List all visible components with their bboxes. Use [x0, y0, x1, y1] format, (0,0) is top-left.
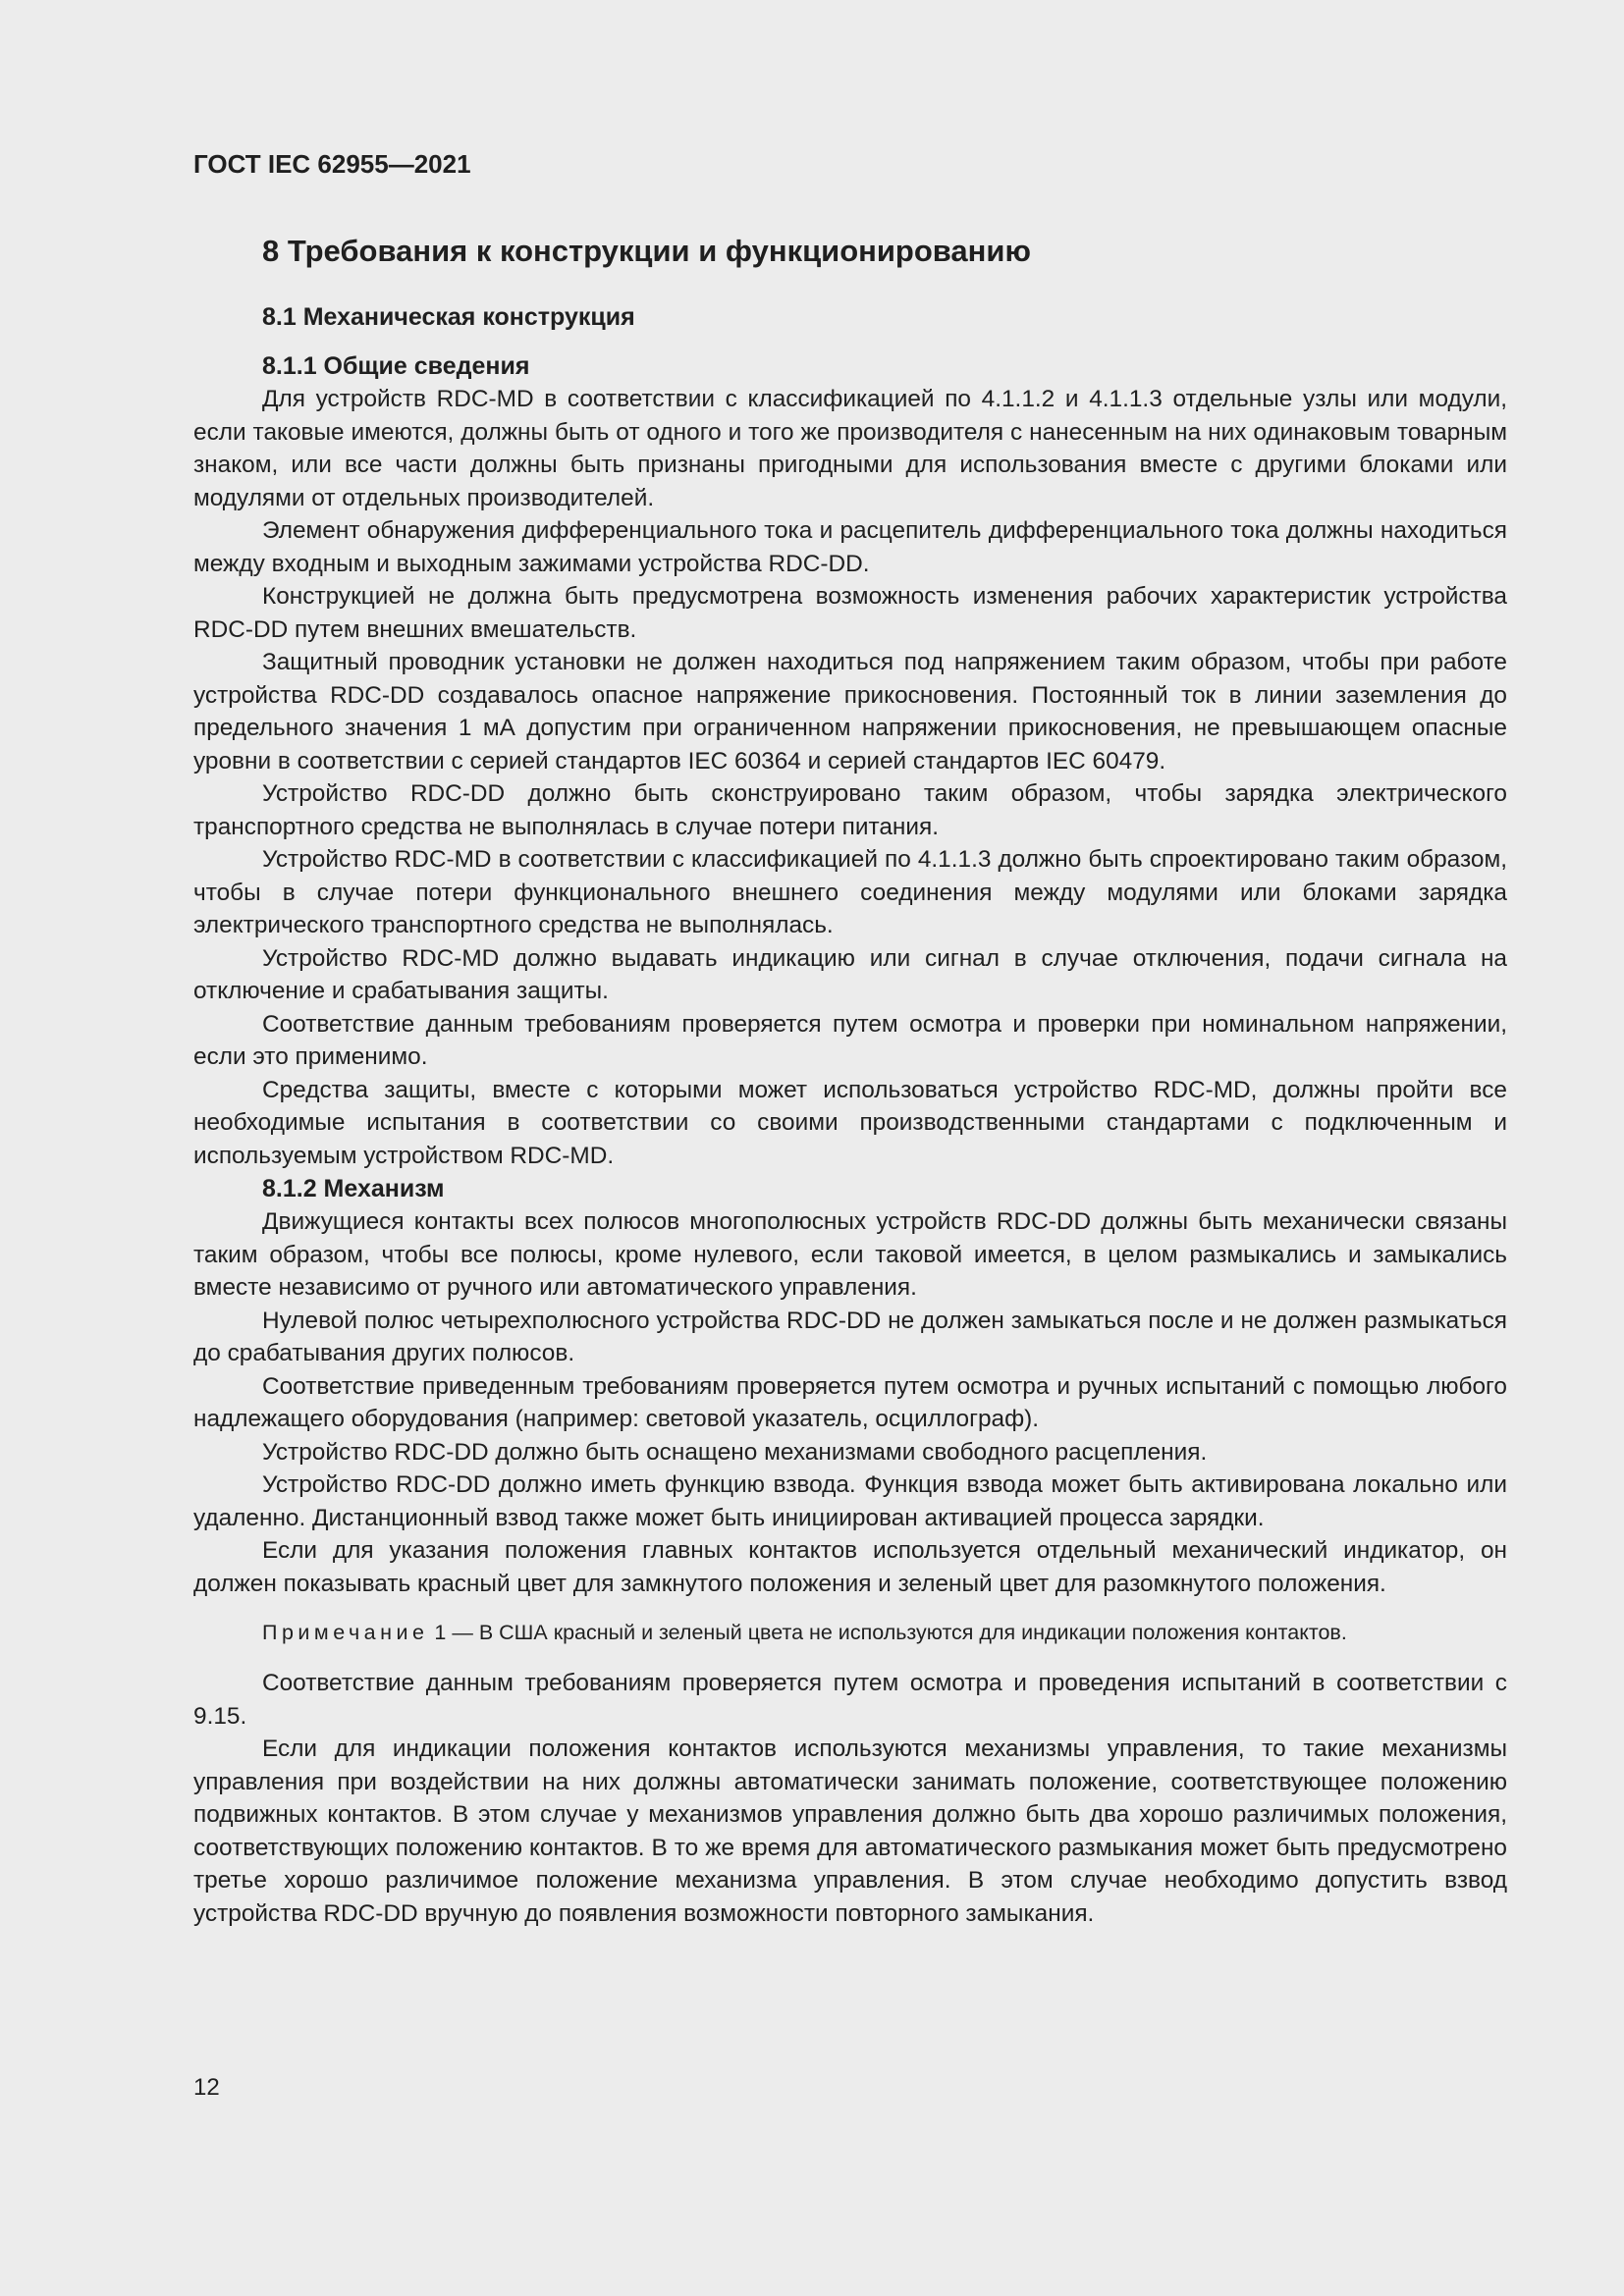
paragraph: Устройство RDC-DD должно иметь функцию взвода. Функция взвода может быть активирована локально или удаленно. Дистанционный взвод также может быть инициирован активацией процесса зарядки.	[193, 1471, 1507, 1531]
paragraph: Движущиеся контакты всех полюсов многополюсных устройств RDC-DD должны быть механически связаны таким образом, чтобы все полюсы, кроме нулевого, если таковой имеется, в целом размыкались и замыкались вместе независимо от ручного или автоматического управления.	[193, 1208, 1507, 1301]
clause-title-8-1-2: 8.1.2 Механизм	[262, 1175, 445, 1202]
section-title: 8 Требования к конструкции и функционированию	[262, 234, 1031, 268]
paragraph: Устройство RDC-MD должно выдавать индикацию или сигнал в случае отключения, подачи сигнала на отключение и срабатывания защиты.	[193, 944, 1507, 1004]
paragraph: Соответствие данным требованиям проверяется путем осмотра и проведения испытаний в соответствии с 9.15.	[193, 1670, 1507, 1730]
paragraph: Для устройств RDC-MD в соответствии с классификацией по 4.1.1.2 и 4.1.1.3 отдельные узлы или модули, если таковые имеются, должны быть от одного и того же производителя с нанесенным на них одинаковым товарным знаком, или все части должны быть признаны пригодными для использования вместе с другими блоками или модулями от отдельных производителей.	[193, 386, 1508, 511]
paragraph: Соответствие приведенным требованиям проверяется путем осмотра и ручных испытаний с помощью любого надлежащего оборудования (например: световой указатель, осциллограф).	[193, 1372, 1507, 1432]
clause-title-8-1-1: 8.1.1 Общие сведения	[262, 352, 530, 380]
note-label: Примечание	[262, 1621, 429, 1644]
paragraph: Если для индикации положения контактов используются механизмы управления, то такие механизмы управления при воздействии на них должны автоматически занимать положение, соответствующее положению подвижных контактов. В этом случае у механизмов управления должно быть два хорошо различимых положения, соответствующих положению контактов. В то же время для автоматического размыкания может быть предусмотрено третье хорошо различимое положение механизма управления. В этом случае необходимо допустить взвод устройства RDC-DD вручную до появления возможности повторного замыкания.	[193, 1735, 1507, 1927]
paragraph: Защитный проводник установки не должен находиться под напряжением таким образом, чтобы при работе устройства RDC-DD создавалось опасное напряжение прикосновения. Постоянный ток в линии заземления до предельного значения 1 мА допустим при ограниченном напряжении прикосновения, не превышающем опасные уровни в соответствии с серией стандартов IEC 60364 и серией стандартов IEC 60479.	[193, 649, 1507, 774]
document-page	[193, 147, 1507, 1930]
paragraph: Если для указания положения главных контактов используется отдельный механический индикатор, он должен показывать красный цвет для замкнутого положения и зеленый цвет для разомкнутого положения.	[193, 1537, 1507, 1597]
paragraph: Устройство RDC-DD должно быть сконструировано таким образом, чтобы зарядка электрического транспортного средства не выполнялась в случае потери питания.	[193, 780, 1507, 840]
paragraph: Соответствие данным требованиям проверяется путем осмотра и проверки при номинальном напряжении, если это применимо.	[193, 1010, 1507, 1070]
paragraph: Устройство RDC-DD должно быть оснащено механизмами свободного расцепления.	[262, 1438, 1208, 1466]
note-text: 1 — В США красный и зеленый цвета не используются для индикации положения контактов.	[428, 1621, 1347, 1644]
paragraph: Средства защиты, вместе с которыми может использоваться устройство RDC-MD, должны пройти все необходимые испытания в соответствии со своими производственными стандартами с подключенным и используемым устройством RDC-MD.	[193, 1076, 1507, 1169]
paragraph: Устройство RDC-MD в соответствии с классификацией по 4.1.1.3 должно быть спроектировано таким образом, чтобы в случае потери функционального внешнего соединения между модулями или блоками зарядка электрического транспортного средства не выполнялась.	[193, 846, 1507, 938]
paragraph: Конструкцией не должна быть предусмотрена возможность изменения рабочих характеристик устройства RDC-DD путем внешних вмешательств.	[193, 583, 1507, 643]
paragraph: Нулевой полюс четырехполюсного устройства RDC-DD не должен замыкаться после и не должен размыкаться до срабатывания других полюсов.	[193, 1307, 1507, 1366]
subsection-title: 8.1 Механическая конструкция	[262, 303, 635, 331]
paragraph: Элемент обнаружения дифференциального тока и расцепитель дифференциального тока должны находиться между входным и выходным зажимами устройства RDC-DD.	[193, 517, 1507, 577]
note	[193, 1618, 1507, 1647]
document-header: ГОСТ IEC 62955—2021	[193, 149, 471, 179]
page-number: 12	[193, 2074, 220, 2101]
